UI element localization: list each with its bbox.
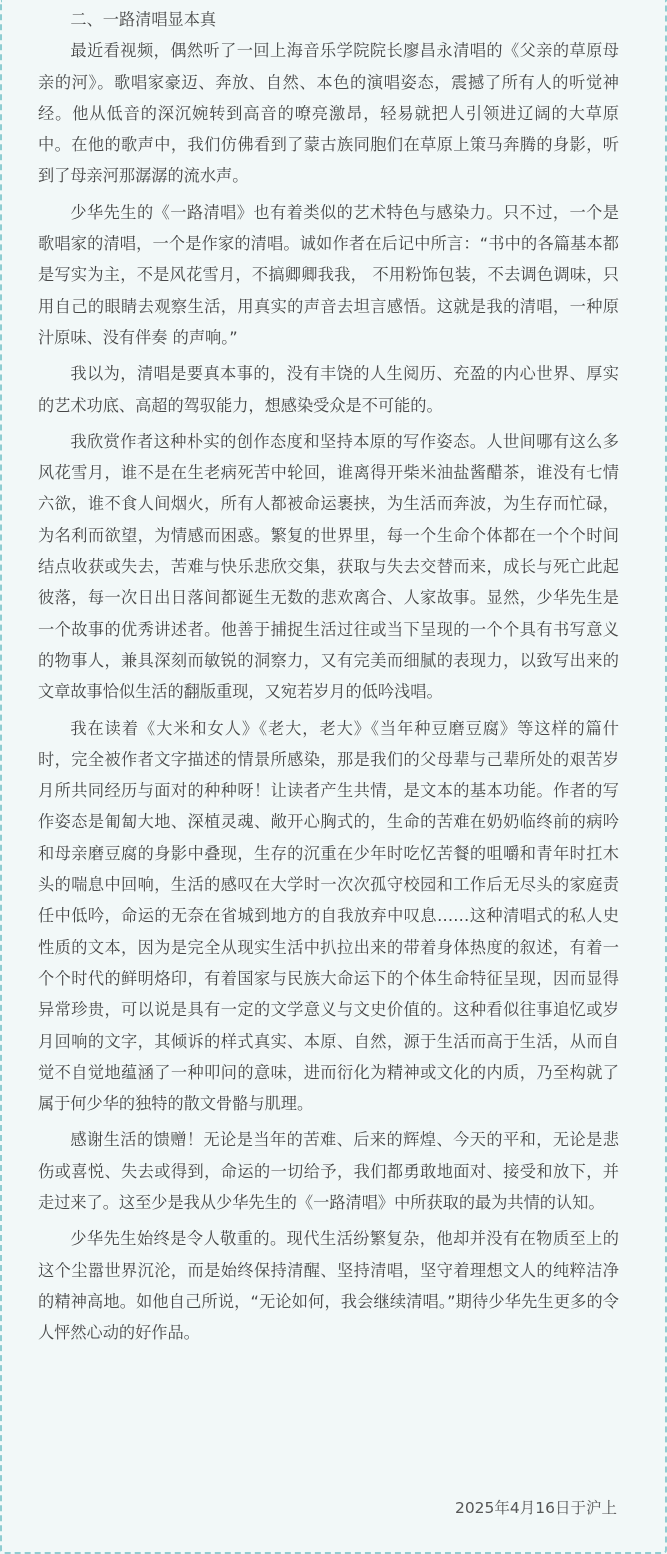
paragraph-4: 我欣赏作者这种朴实的创作态度和坚持本原的写作姿态。人世间哪有这么多风花雪月，谁不是在生老病死苦中轮回，谁离得开柴米油盐酱醋茶，谁没有七情六欲，谁不食人间烟火，所有人都被命运裹挟，为生活而奔波，为生存而忙碌，为名利而欲望，为情感而困惑。繁复的世界里，每一个生命个体都在一个个时间结点收获或失去，苦难与快乐悲欣交集，获取与失去交替而来，成长与死亡此起彼落，每一次日出日落间都诞生无数的悲欢离合、人家故事。显然，少华先生是一个故事的优秀讲述者。他善于捕捉生活过往或当下呈现的一个个具有书写意义的物事人，兼具深刻而敏锐的洞察力，又有完美而细腻的表现力，以致写出来的文章故事恰似生活的翻版重现，又宛若岁月的低吟浅唱。 xyxy=(38,431,619,702)
paragraph-1: 最近看视频，偶然听了一回上海音乐学院院长廖昌永清唱的《父亲的草原母亲的河》。歌唱家豪迈、奔放、自然、本色的演唱姿态，震撼了所有人的听觉神经。他从低音的深沉婉转到高音的嘹亮激昂，轻易就把人引领进辽阔的大草原中。在他的歌声中，我们仿佛看到了蒙古族同胞们在草原上策马奔腾的身影，听到了母亲河那潺潺的流水声。 xyxy=(38,41,619,186)
paragraph-6: 感谢生活的馈赠！无论是当年的苦难、后来的辉煌、今天的平和，无论是悲伤或喜悦、失去或得到，命运的一切给予，我们都勇敢地面对、接受和放下，并走过来了。这至少是我从少华先生的《一路清唱》中所获取的最为共情的认知。 xyxy=(38,1130,619,1212)
paragraph-3: 我以为，清唱是要真本事的，没有丰饶的人生阅历、充盈的内心世界、厚实的艺术功底、高超的驾驭能力，想感染受众是不可能的。 xyxy=(38,364,619,415)
paragraph-2: 少华先生的《一路清唱》也有着类似的艺术特色与感染力。只不过，一个是歌唱家的清唱，一个是作家的清唱。诚如作者在后记中所言：“书中的各篇基本都是写实为主，不是风花雪月，不搞卿卿我我， 不用粉饰包装，不去调色调味，只用自己的眼睛去观察生活，用真实的声音去坦言感悟。这就是我的清唱，一种原汁原味、没有伴奏 的声响。” xyxy=(38,202,619,347)
paragraph-7: 少华先生始终是令人敬重的。现代生活纷繁复杂，他却并没有在物质至上的这个尘嚣世界沉沦，而是始终保持清醒、坚持清唱，坚守着理想文人的纯粹洁净的精神高地。如他自己所说，“无论如何，我会继续清唱。”期待少华先生更多的令人怦然心动的好作品。 xyxy=(38,1229,619,1343)
signature-date: 2025年4月16日于沪上 xyxy=(454,1499,617,1517)
article-body xyxy=(38,4,619,1353)
paragraph-5: 我在读着《大米和女人》《老大，老大》《当年种豆磨豆腐》等这样的篇什时，完全被作者文字描述的情景所感染，那是我们的父母辈与己辈所处的艰苦岁月所共同经历与面对的种种呀！让读者产生共情，是文本的基本功能。作者的写作姿态是匍匐大地、深植灵魂、敞开心胸式的，生命的苦难在奶奶临终前的病吟和母亲磨豆腐的身影中叠现，生存的沉重在少年时吃忆苦餐的咀嚼和青年时扛木头的喘息中回响，生活的感叹在大学时一次次孤守校园和工作后无尽头的家庭责任中低吟，命运的无奈在省城到地方的自我放弃中叹息……这种清唱式的私人史性质的文本，因为是完全从现实生活中扒拉出来的带着身体热度的叙述，有着一个个时代的鲜明烙印，有着国家与民族大命运下的个体生命特征呈现，因而显得异常珍贵，可以说是具有一定的文学意义与文史价值的。这种看似往事追忆或岁月回响的文字，其倾诉的样式真实、本原、自然，源于生活而高于生活，从而自觉不自觉地蕴涵了一种叩问的意味，进而衍化为精神或文化的内质，乃至构就了属于何少华的独特的散文骨骼与肌理。 xyxy=(38,718,619,1114)
section-title: 二、一路清唱显本真 xyxy=(70,10,217,29)
